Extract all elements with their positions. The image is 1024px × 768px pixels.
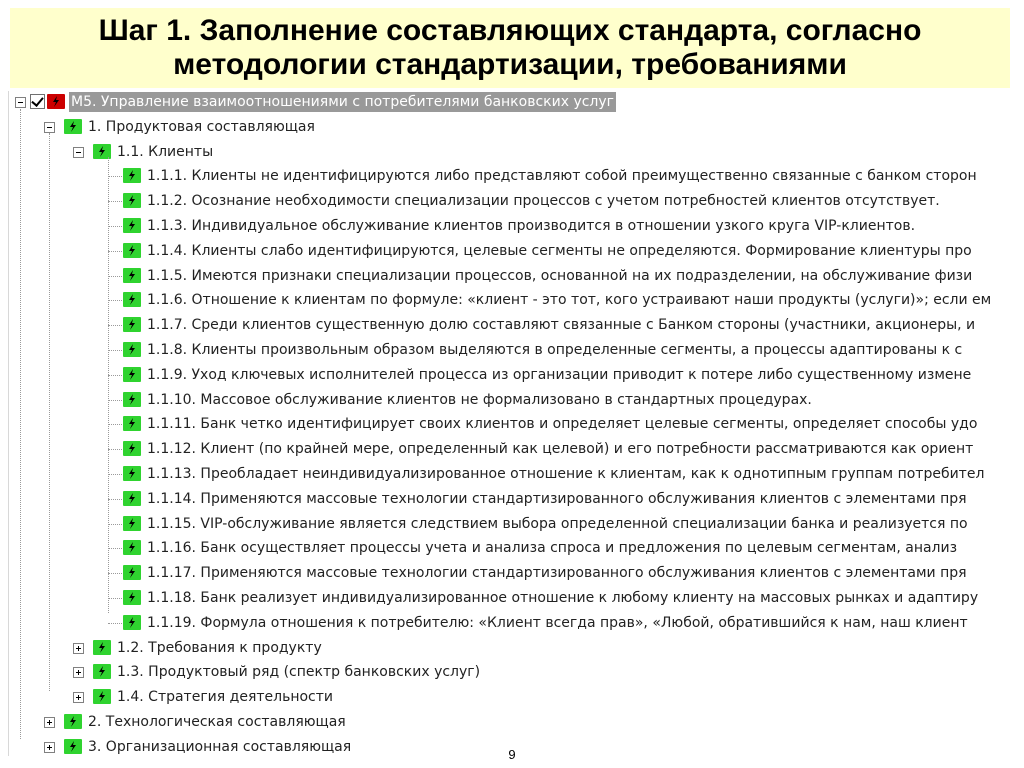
tree-node-label[interactable]: 1.1.10. Массовое обслуживание клиентов не формализовано в стандартных процедурах. [147, 392, 812, 408]
tree-node-label[interactable]: 1.1.9. Уход ключевых исполнителей процесса из организации приводит к потере либо существенному измене [147, 367, 972, 383]
tree-node-label[interactable]: 1.1.14. Применяются массовые технологии стандартизированного обслуживания клиентов с элементами пря [147, 491, 967, 507]
tree-node-label[interactable]: 1.1.19. Формула отношения к потребителю: «Клиент всегда прав», «Любой, обратившийся к нам, наш клиент [147, 615, 968, 631]
slide-title-line-2: методологии стандартизации, требованиями [173, 48, 847, 81]
tree-node-level-3[interactable] [9, 215, 1018, 239]
tree-node-level-3[interactable] [9, 587, 1018, 611]
green-node-icon [123, 317, 141, 332]
tree-node-level-3[interactable] [9, 413, 1018, 437]
tree-node-label[interactable]: 1. Продуктовая составляющая [88, 119, 315, 135]
green-node-icon [123, 193, 141, 208]
expand-icon[interactable] [73, 692, 84, 703]
tree-node-level-3[interactable] [9, 190, 1018, 214]
expand-icon[interactable] [44, 742, 55, 753]
tree-node-level-2[interactable] [9, 661, 1018, 685]
tree-node-level-2[interactable] [9, 141, 1018, 165]
green-node-icon [123, 342, 141, 357]
collapse-icon[interactable] [73, 147, 84, 158]
tree-node-level-2[interactable] [9, 637, 1018, 661]
tree-node-level-3[interactable] [9, 289, 1018, 313]
tree-node-label[interactable]: 1.1.12. Клиент (по крайней мере, определенный как целевой) и его потребности рассматриваются как ориент [147, 441, 974, 457]
tree-node-level-3[interactable] [9, 562, 1018, 586]
green-node-icon [123, 367, 141, 382]
tree-node-label[interactable]: 1.1.6. Отношение к клиентам по формуле: «клиент - это тот, кого устраивают наши продукты (услуги)»; если ем [147, 292, 992, 308]
tree-node-level-3[interactable] [9, 463, 1018, 487]
expand-icon[interactable] [73, 667, 84, 678]
green-node-icon [123, 416, 141, 431]
green-node-icon [64, 739, 82, 754]
tree-connector-vertical [108, 157, 109, 613]
green-node-icon [93, 664, 111, 679]
green-node-icon [123, 491, 141, 506]
tree-node-level-3[interactable] [9, 339, 1018, 363]
tree-node-label[interactable]: 1.1.3. Индивидуальное обслуживание клиентов производится в отношении узкого круга VIP-клиентов. [147, 218, 916, 234]
tree-node-label[interactable]: 1.1.15. VIP-обслуживание является следствием выбора определенной специализации банка и реализуется по [147, 516, 968, 532]
tree-node-level-3[interactable] [9, 389, 1018, 413]
tree-node-level-3[interactable] [9, 240, 1018, 264]
tree-node-label[interactable]: 1.1.11. Банк четко идентифицирует своих клиентов и определяет целевые сегменты, определяет способы удо [147, 416, 978, 432]
green-node-icon [123, 218, 141, 233]
tree-node-level-1[interactable] [9, 116, 1018, 140]
expand-icon[interactable] [44, 717, 55, 728]
collapse-icon[interactable] [44, 122, 55, 133]
green-node-icon [123, 615, 141, 630]
green-node-icon [64, 714, 82, 729]
tree-root-row[interactable] [9, 91, 1018, 115]
tree-node-level-1[interactable] [9, 711, 1018, 735]
green-node-icon [123, 392, 141, 407]
tree-node-label[interactable]: 1.1.8. Клиенты произвольным образом выделяются в определенные сегменты, а процессы адаптированы к с [147, 342, 963, 358]
tree-node-label[interactable]: 1.1. Клиенты [117, 144, 214, 160]
green-node-icon [123, 590, 141, 605]
expand-icon[interactable] [73, 643, 84, 654]
tree-node-label[interactable]: 1.2. Требования к продукту [117, 640, 322, 656]
tree-node-level-3[interactable] [9, 364, 1018, 388]
tree-node-label[interactable]: 1.1.17. Применяются массовые технологии стандартизированного обслуживания клиентов с элементами пря [147, 565, 967, 581]
green-node-icon [123, 441, 141, 456]
tree-node-level-3[interactable] [9, 513, 1018, 537]
tree-node-label[interactable]: 1.3. Продуктовый ряд (спектр банковских услуг) [117, 664, 481, 680]
red-node-icon [47, 94, 65, 109]
tree-node-label[interactable]: 1.1.7. Среди клиентов существенную долю составляют связанные с Банком стороны (участники, акционеры, и [147, 317, 976, 333]
tree-root-label[interactable]: М5. Управление взаимоотношениями с потребителями банковских услуг [71, 94, 615, 110]
tree-node-label[interactable]: 3. Организационная составляющая [88, 739, 352, 755]
green-node-icon [64, 119, 82, 134]
green-node-icon [123, 516, 141, 531]
tree-node-label[interactable]: 1.1.13. Преобладает неиндивидуализированное отношение к клиентам, как к однотипным группам потребител [147, 466, 985, 482]
page-number: 9 [508, 747, 516, 762]
green-node-icon [123, 268, 141, 283]
standard-tree-view[interactable] [8, 91, 1018, 756]
tree-node-label[interactable]: 2. Технологическая составляющая [88, 714, 346, 730]
collapse-icon[interactable] [15, 97, 26, 108]
green-node-icon [123, 168, 141, 183]
tree-node-label[interactable]: 1.1.4. Клиенты слабо идентифицируются, целевые сегменты не определяются. Формирование клиентуры про [147, 243, 972, 259]
tree-node-level-3[interactable] [9, 265, 1018, 289]
slide-title-line-1: Шаг 1. Заполнение составляющих стандарта, согласно [98, 14, 922, 47]
green-node-icon [93, 689, 111, 704]
slide-title [10, 8, 1010, 88]
green-node-icon [123, 243, 141, 258]
green-node-icon [123, 292, 141, 307]
tree-node-label[interactable]: 1.1.18. Банк реализует индивидуализированное отношение к любому клиенту на массовых рынках и адаптиру [147, 590, 979, 606]
tree-node-level-3[interactable] [9, 612, 1018, 636]
tree-node-label[interactable]: 1.1.1. Клиенты не идентифицируются либо представляют собой преимущественно связанные с банком сторон [147, 168, 977, 184]
tree-node-level-3[interactable] [9, 537, 1018, 561]
tree-node-level-3[interactable] [9, 165, 1018, 189]
tree-node-label[interactable]: 1.1.16. Банк осуществляет процессы учета и анализа спроса и предложения по целевым сегментам, анализ [147, 540, 958, 556]
green-node-icon [123, 540, 141, 555]
tree-connector-vertical [20, 109, 21, 739]
green-node-icon [123, 466, 141, 481]
tree-node-level-3[interactable] [9, 438, 1018, 462]
tree-node-level-3[interactable] [9, 488, 1018, 512]
tree-node-level-2[interactable] [9, 686, 1018, 710]
green-node-icon [93, 640, 111, 655]
checkbox-checked-icon[interactable] [30, 94, 45, 109]
tree-node-level-3[interactable] [9, 314, 1018, 338]
tree-node-label[interactable]: 1.4. Стратегия деятельности [117, 689, 334, 705]
tree-connector-vertical [49, 133, 50, 691]
tree-node-label[interactable]: 1.1.5. Имеются признаки специализации процессов, основанной на их подразделении, на обслуживание физи [147, 268, 973, 284]
green-node-icon [123, 565, 141, 580]
tree-node-label[interactable]: 1.1.2. Осознание необходимости специализации процессов с учетом потребностей клиентов отсутствует. [147, 193, 940, 209]
